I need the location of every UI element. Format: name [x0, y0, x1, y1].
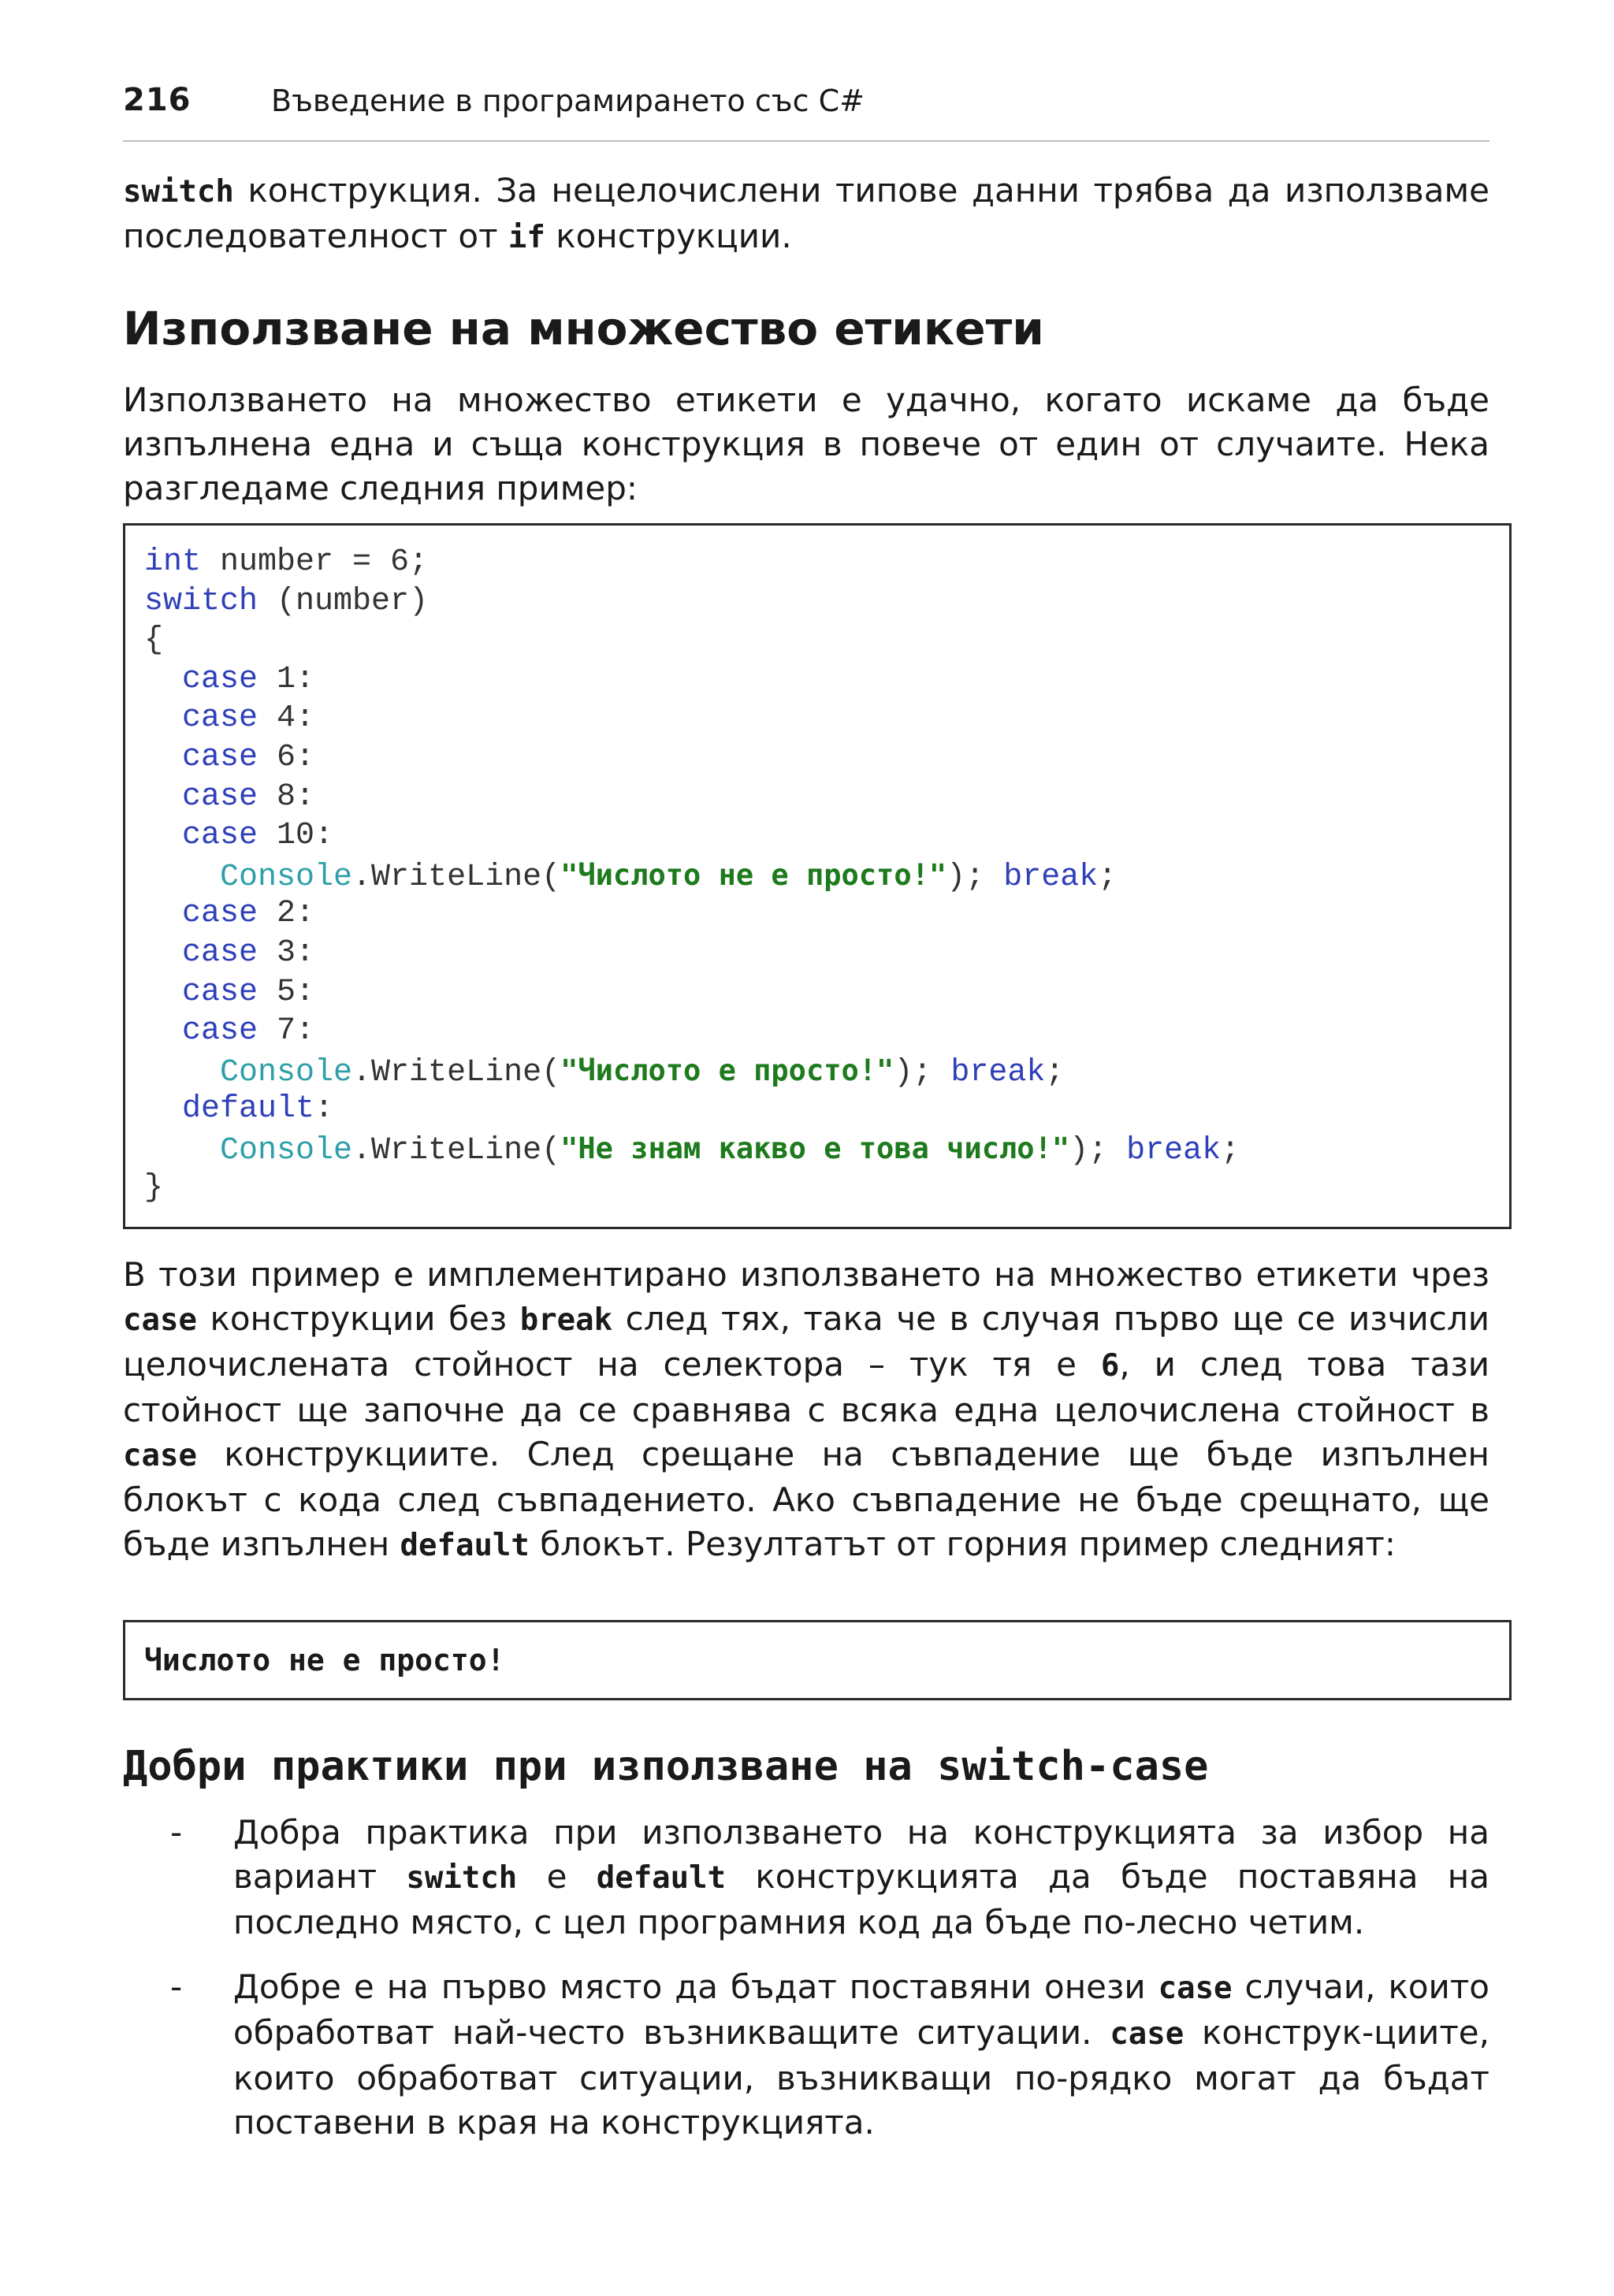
inline-code: switch: [123, 174, 234, 210]
code-keyword: case: [182, 739, 258, 775]
section-intro-paragraph: Използването на множество етикети е удачно, когато искаме да бъде изпълнена една и съща конструкция в повече от един от случаите. Нека разгледаме следния пример:: [123, 381, 1489, 507]
text-run: е: [517, 1857, 597, 1896]
code-line: [144, 1090, 1509, 1129]
text-run: , и след това тази стойност ще започне да се сравнява с всяка една целочислена стойност в: [123, 1345, 1489, 1429]
code-keyword: case: [182, 818, 258, 854]
code-text: 5:: [258, 974, 315, 1010]
code-text: }: [144, 1169, 164, 1206]
section-heading: Използване на множество етикети: [123, 302, 1044, 355]
code-text: [144, 1091, 182, 1127]
code-text: ;: [1098, 859, 1118, 895]
code-line: [144, 660, 1509, 700]
code-text: [144, 779, 182, 815]
code-line: [144, 973, 1509, 1012]
code-text: [144, 818, 182, 853]
list-item: [123, 1965, 1489, 2145]
code-text: .WriteLine(: [352, 1132, 561, 1168]
text-run: случаи, които обработват най-често възникващите ситуации.: [233, 1967, 1489, 2052]
code-line: [144, 816, 1509, 856]
dash-marker: -: [170, 1813, 183, 1852]
text-run: блокът. Резултатът от горния пример следният:: [529, 1525, 1396, 1563]
section-heading-2: Добри практики при използване на switch-case: [123, 1743, 1209, 1790]
code-keyword: break: [1126, 1132, 1222, 1168]
code-keyword: case: [182, 1013, 258, 1050]
text-run: Добре е на първо място да бъдат поставяни онези: [233, 1967, 1158, 2006]
code-block: [123, 523, 1512, 1229]
code-text: 2:: [258, 896, 315, 932]
code-keyword: case: [182, 896, 258, 932]
code-keyword: case: [182, 934, 258, 971]
code-text: ;: [1221, 1132, 1240, 1168]
book-title: Въведение в програмирането със C#: [271, 84, 865, 118]
code-keyword: case: [182, 661, 258, 697]
code-text: 6:: [258, 739, 315, 775]
code-keyword: break: [950, 1054, 1046, 1090]
code-line: [144, 894, 1509, 934]
code-text: [144, 975, 182, 1010]
code-text: 8:: [258, 778, 315, 815]
text-run: конструкциите. След срещане на съвпадение ще бъде изпълнен блокът с кода след съвпадението. Ако съвпадение не бъде срещнато, ще бъде изпълнен: [123, 1435, 1489, 1563]
code-line: [144, 856, 1509, 895]
output-block: Числото не е просто!: [123, 1620, 1512, 1700]
code-class-name: Console: [220, 1054, 353, 1090]
code-string: "Числото е просто!": [560, 1053, 894, 1087]
code-keyword: int: [144, 544, 202, 580]
code-text: :: [314, 1091, 334, 1128]
inline-code: default: [596, 1860, 727, 1896]
text-run: конструкции.: [545, 217, 792, 255]
code-line: [144, 699, 1509, 738]
code-text: );: [946, 859, 1004, 895]
code-line: [144, 1129, 1509, 1168]
inline-code: case: [1158, 1971, 1233, 2006]
code-string: "Не знам какво е това число!": [560, 1131, 1070, 1165]
code-text: 1:: [258, 661, 315, 697]
dash-marker: -: [170, 1967, 183, 2006]
code-text: 3:: [258, 934, 315, 971]
code-line: [144, 778, 1509, 817]
code-text: {: [144, 622, 164, 659]
code-text: [144, 1133, 220, 1168]
running-header: [123, 82, 1489, 142]
code-keyword: switch: [144, 583, 258, 619]
code-line: [144, 543, 1509, 582]
code-text: [144, 935, 182, 971]
code-class-name: Console: [220, 1132, 353, 1168]
code-keyword: case: [182, 778, 258, 815]
code-text: [144, 662, 182, 697]
code-class-name: Console: [220, 859, 353, 895]
text-run: конструкции без: [196, 1299, 520, 1338]
text-run: след тях, така че в случая първо ще се изчисли целочислената стойност на селектора – тук тя е: [123, 1299, 1489, 1384]
best-practices-list: [123, 1811, 1489, 2165]
intro-paragraph: [123, 169, 1489, 260]
inline-code: break: [519, 1302, 613, 1338]
inline-code: case: [123, 1438, 197, 1473]
code-keyword: default: [182, 1091, 315, 1128]
code-text: ;: [1045, 1054, 1065, 1090]
code-line: [144, 582, 1509, 622]
code-text: [144, 896, 182, 931]
code-line: [144, 621, 1509, 660]
code-text: (number): [258, 583, 429, 619]
text-run: конструкцията да бъде поставяна на последно място, с цел програмния код да бъде по-лесно четим.: [233, 1857, 1489, 1941]
explanation-paragraph: [123, 1253, 1489, 1568]
code-text: .WriteLine(: [352, 1054, 561, 1090]
inline-code: switch: [406, 1860, 518, 1896]
page-number: 216: [123, 82, 192, 118]
code-keyword: case: [182, 700, 258, 737]
inline-code: case: [1110, 2016, 1184, 2052]
code-keyword: break: [1003, 859, 1099, 895]
code-text: [144, 740, 182, 775]
inline-code: if: [508, 220, 545, 255]
code-line: [144, 934, 1509, 973]
code-text: [144, 860, 220, 895]
code-line: [144, 1012, 1509, 1051]
text-run: конструк-циите, които обработват ситуации, възникващи по-рядко могат да бъдат поставени в края на конструкцията.: [233, 2013, 1489, 2142]
text-run: В този пример е имплементирано използването на множество етикети чрез: [123, 1255, 1489, 1294]
text-run: конструкция. За нецелочислени типове данни трябва да използваме последователност от: [123, 171, 1489, 255]
text-run: Добра практика при използването на конструкцията за избор на вариант: [233, 1813, 1489, 1896]
code-text: );: [1069, 1132, 1127, 1168]
code-text: [144, 1055, 220, 1090]
inline-code: 6: [1100, 1348, 1120, 1384]
code-text: [144, 700, 182, 736]
code-text: );: [894, 1054, 951, 1090]
code-text: number = 6;: [201, 544, 429, 580]
code-text: 10:: [258, 818, 334, 854]
code-text: 7:: [258, 1013, 315, 1050]
inline-code: default: [400, 1528, 530, 1563]
code-line: [144, 1051, 1509, 1090]
code-keyword: case: [182, 974, 258, 1010]
code-text: 4:: [258, 700, 315, 737]
inline-code: case: [123, 1302, 197, 1338]
code-text: .WriteLine(: [352, 859, 561, 895]
code-line: [144, 738, 1509, 778]
code-line: [144, 1168, 1509, 1208]
code-text: [144, 1013, 182, 1049]
list-item: [123, 1811, 1489, 1945]
code-string: "Числото не е просто!": [560, 857, 947, 892]
